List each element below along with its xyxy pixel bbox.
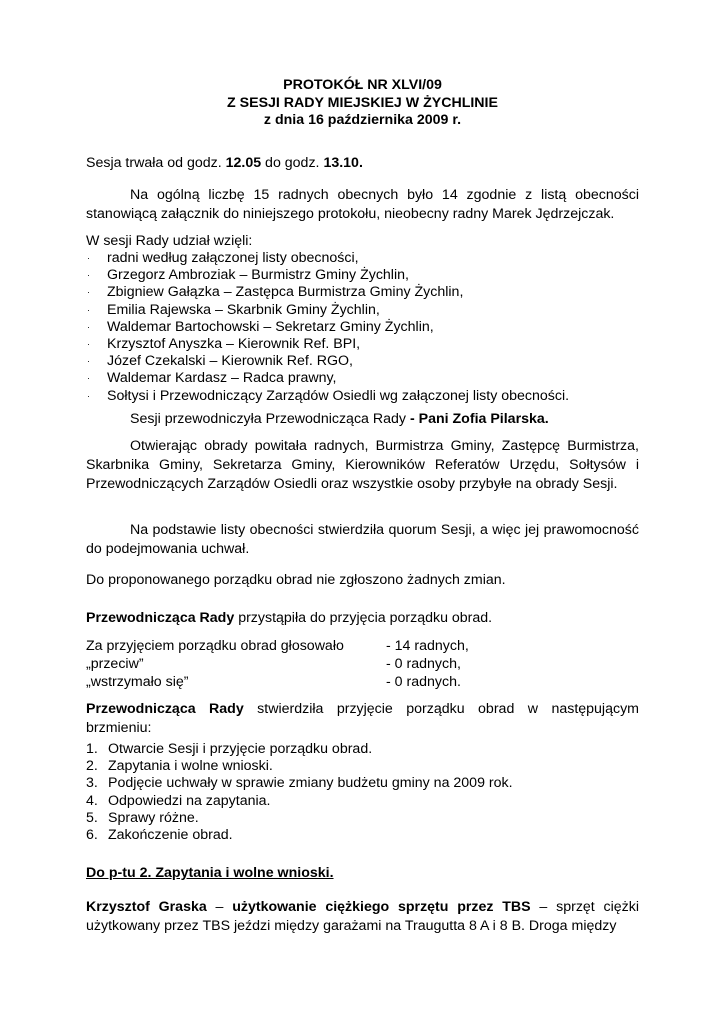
participants-list	[86, 250, 639, 405]
attendance-paragraph: Na ogólną liczbę 15 radnych obecnych było 14 zgodnie z listą obecności stanowiącą załącznik do niniejszego protokołu, nieobecny radny Marek Jędrzejczak.	[86, 187, 639, 222]
list-item: 6. Zakończenie obrad.	[86, 826, 233, 843]
end-time: 13.10.	[323, 155, 363, 171]
vote-results	[86, 637, 639, 691]
chair-name: - Pani Zofia Pilarska.	[409, 411, 549, 427]
opening-paragraph: Otwierając obrady powitała radnych, Burmistrza Gminy, Zastępcę Burmistrza, Skarbnika Gminy, Sekretarza Gminy, Kierowników Referatów Urzędu, Sołtysów i Przewodniczących Zarządów Osiedli oraz wszystkie osoby przybyłe na obrady Sesji.	[86, 438, 639, 492]
bullet-icon: ·	[87, 356, 90, 367]
no-changes-paragraph: Do proponowanego porządku obrad nie zgłoszono żadnych zmian.	[86, 572, 506, 588]
bullet-icon: ·	[87, 253, 90, 263]
list-item: · Krzysztof Anyszka – Kierownik Ref. BPI,	[87, 335, 361, 352]
list-item: · Waldemar Kardasz – Radca prawny,	[87, 370, 337, 387]
list-item: · Sołtysi i Przewodniczący Zarządów Osiedli wg załączonej listy obecności.	[87, 387, 570, 404]
protocol-title	[86, 77, 639, 130]
list-item: · Emilia Rajewska – Skarbnik Gminy Żychlin,	[87, 301, 380, 318]
agenda-section	[86, 741, 639, 844]
list-item: · Waldemar Bartochowski – Sekretarz Gminy Żychlin,	[87, 318, 434, 335]
list-item: 1. Otwarcie Sesji i przyjęcie porządku obrad.	[86, 741, 373, 757]
session-name: Z SESJI RADY MIEJSKIEJ W ŻYCHLINIE	[227, 94, 498, 111]
agenda-confirm-paragraph: Przewodnicząca Rady stwierdziła przyjęcie porządku obrad w następującym brzmieniu:	[86, 701, 639, 736]
start-time: 12.05	[225, 155, 262, 171]
list-item: 3. Podjęcie uchwały w sprawie zmiany budżetu gminy na 2009 rok.	[86, 775, 513, 792]
list-item: · Grzegorz Ambroziak – Burmistrz Gminy Żychlin,	[87, 267, 409, 284]
chair-paragraph: Sesji przewodniczyła Przewodnicząca Rady - Pani Zofia Pilarska.	[130, 411, 549, 427]
session-time: Sesja trwała od godz. 12.05 do godz. 13.10.	[86, 155, 363, 171]
bullet-icon: ·	[87, 304, 90, 315]
bullet-icon: ·	[87, 390, 90, 401]
vote-row: Za przyjęciem porządku obrad głosowało - 14 radnych,	[86, 638, 469, 654]
session-date: z dnia 16 października 2009 r.	[263, 112, 462, 128]
agenda-intro-paragraph: Przewodnicząca Rady przystąpiła do przyjęcia porządku obrad.	[86, 610, 493, 626]
list-item: 5. Sprawy różne.	[86, 809, 199, 826]
bullet-icon: ·	[87, 287, 90, 298]
agenda-list	[86, 741, 639, 844]
bullet-icon: ·	[87, 338, 90, 349]
participants-section	[86, 233, 639, 405]
list-item: · radni według załączonej listy obecności,	[87, 250, 359, 266]
vote-row: „wstrzymało się” - 0 radnych.	[86, 674, 461, 690]
section-2-heading: Do p-tu 2. Zapytania i wolne wnioski.	[86, 865, 334, 881]
graska-paragraph: Krzysztof Graska – użytkowanie ciężkiego sprzętu przez TBS – sprzęt ciężki użytkowany przez TBS jeździ między garażami na Traugutta 8 A i 8 B. Droga między	[86, 899, 639, 934]
bullet-icon: ·	[87, 321, 90, 332]
list-item: 2. Zapytania i wolne wnioski.	[86, 758, 273, 775]
participants-heading: W sesji Rady udział wzięli:	[86, 233, 253, 249]
bullet-icon: ·	[87, 373, 90, 384]
list-item: · Zbigniew Gałązka – Zastępca Burmistrza Gminy Żychlin,	[87, 284, 464, 301]
list-item: 4. Odpowiedzi na zapytania.	[86, 792, 271, 809]
quorum-paragraph: Na podstawie listy obecności stwierdziła quorum Sesji, a więc jej prawomocność do podejmowania uchwał.	[86, 522, 639, 557]
list-item: · Józef Czekalski – Kierownik Ref. RGO,	[87, 353, 353, 370]
protocol-number: PROTOKÓŁ NR XLVI/09	[283, 77, 442, 93]
vote-row: „przeciw” - 0 radnych,	[86, 656, 461, 672]
bullet-icon: ·	[87, 270, 90, 281]
